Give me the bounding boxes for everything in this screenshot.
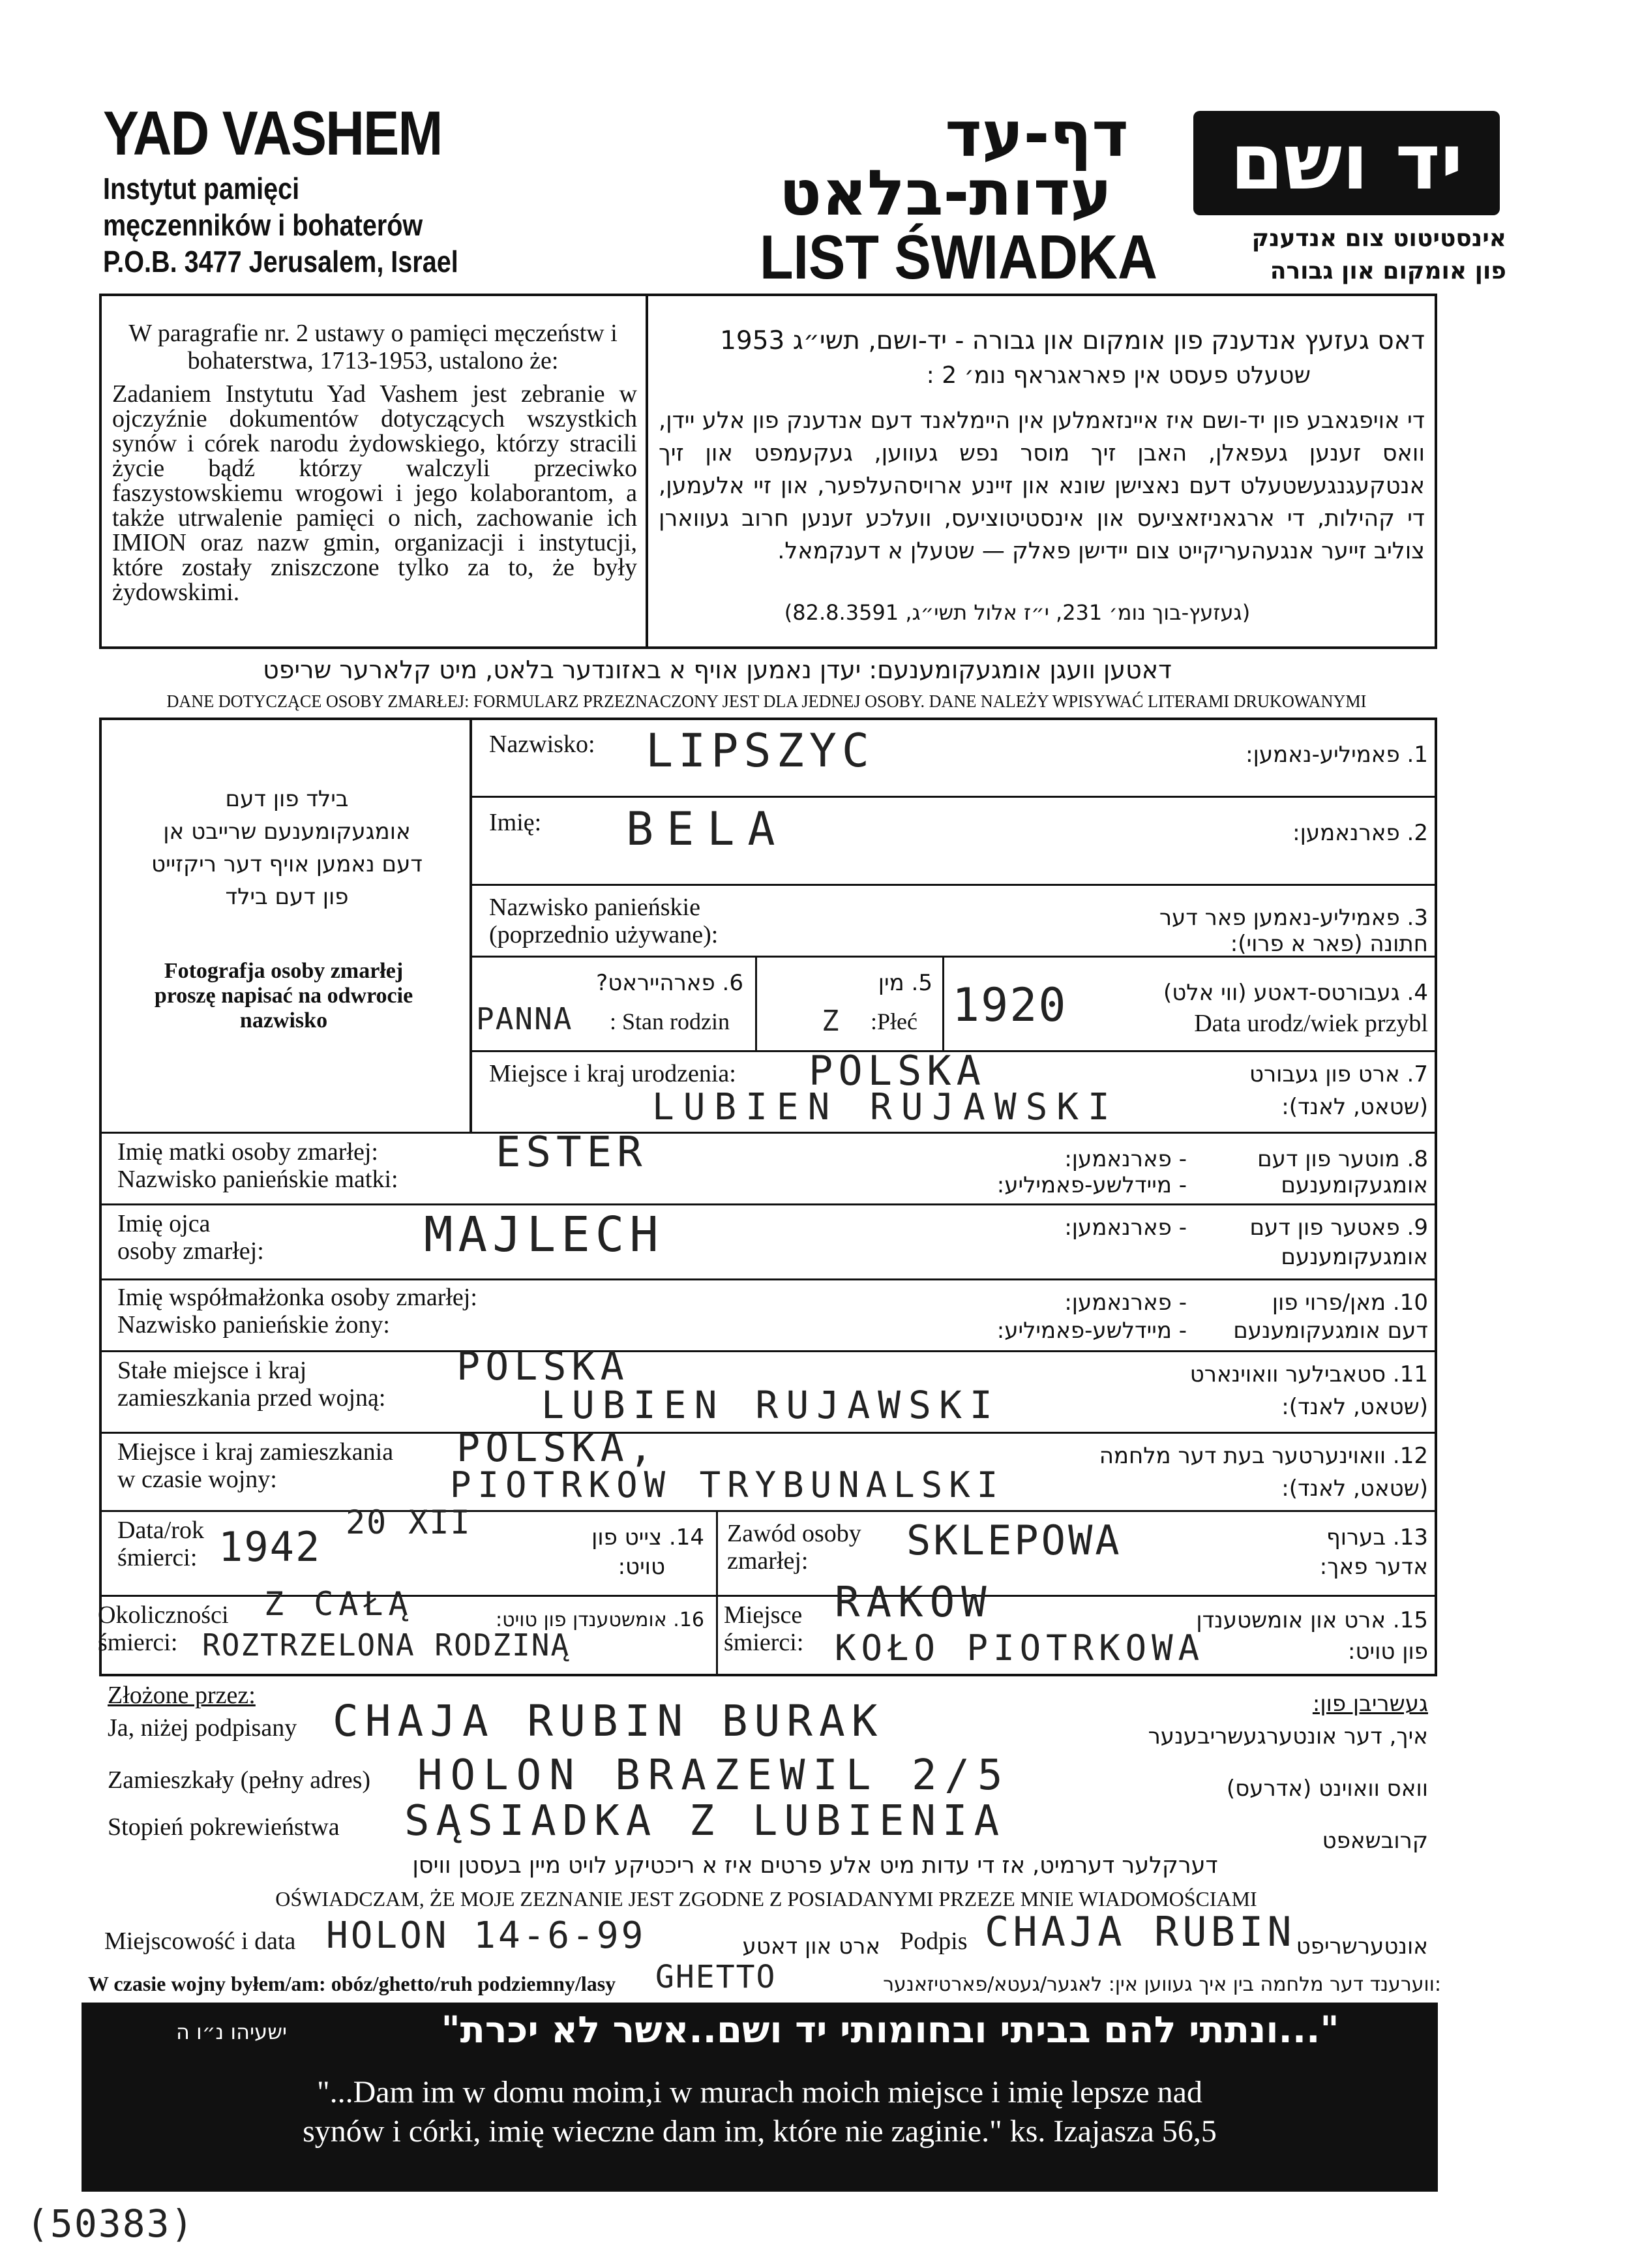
maiden-name-label: Nazwisko panieńskie (poprzednio używane): <box>489 894 719 948</box>
relation-label-yiddish: קרובשאפט <box>1322 1828 1428 1854</box>
intro-yiddish-heading-2: שטעלט פעסט אין פאראגראף נומ׳ 2 : <box>926 362 1311 389</box>
signature-label-yiddish: אונטערשריפט <box>1296 1933 1428 1959</box>
wartime-residence-label-yiddish-2: (שטאט, לאנד): <box>1281 1475 1428 1502</box>
marital-status-label-yiddish: 6. פארהייראט? <box>596 970 743 996</box>
mother-name-label: Imię matki osoby zmarłej: <box>117 1138 378 1166</box>
instructions-yiddish: דאטען וועגן אומגעקומענעם: יעדן נאמען אויף א באזונדער בלאט, מיט קלארער שריפט <box>263 656 1172 684</box>
mother-section-yiddish-1: 8. מוטער פון דעם <box>1257 1146 1428 1172</box>
birth-date-value[interactable]: 1920 <box>952 978 1067 1032</box>
mother-maiden-label: Nazwisko panieńskie matki: <box>117 1166 398 1193</box>
wartime-status-label: W czasie wojny byłem/am: obóz/ghetto/ruh podziemny/lasy <box>88 1972 616 1995</box>
death-place-label-2: śmierci: <box>724 1629 804 1656</box>
signature-label: Podpis <box>900 1928 968 1955</box>
death-circumstances-label-2: śmierci: <box>98 1629 178 1656</box>
father-name-label-1: Imię ojca <box>117 1210 211 1237</box>
wartime-residence-label-2: w czasie wojny: <box>117 1466 277 1493</box>
place-date-label-yiddish: ארט און דאטע <box>742 1933 880 1959</box>
occupation-label-yiddish-2: אדער פאך: <box>1319 1554 1428 1580</box>
surname-label-yiddish: 1. פאמיליע-נאמען: <box>1245 742 1428 768</box>
signer-label-yiddish: איך, דער אונטערגעשריבענער <box>1148 1723 1428 1749</box>
spouse-name-label-yiddish: - פארנאמען: <box>1064 1290 1187 1316</box>
death-date-label-yiddish-2: טויט: <box>618 1554 665 1580</box>
prewar-residence-label-yiddish-1: 11. סטאבילער וואוינארט <box>1189 1361 1428 1387</box>
instructions-polish: DANE DOTYCZĄCE OSOBY ZMARŁEJ: FORMULARZ PRZEZNACZONY JEST DLA JEDNEJ OSOBY. DANE NALEŻY WPISYWAĆ LITERAMI DRUKOWANYMI <box>166 691 1367 711</box>
death-date-value-2[interactable]: 20 XII <box>346 1504 471 1541</box>
signer-value[interactable]: CHAJA RUBIN BURAK <box>333 1696 884 1746</box>
org-address: P.O.B. 3477 Jerusalem, Israel <box>103 245 458 279</box>
sex-label-yiddish: 5. מין <box>878 970 932 996</box>
submitted-by-label: Złożone przez: <box>108 1682 256 1709</box>
birth-date-label: Data urodz/wiek przybl <box>1194 1010 1428 1037</box>
birthplace-value-1[interactable]: POLSKA <box>809 1047 986 1095</box>
marital-status-label: : Stan rodzin <box>610 1008 730 1035</box>
prewar-residence-value-2[interactable]: LUBIEN RUJAWSKI <box>541 1383 1000 1427</box>
occupation-label-2: zmarłej: <box>727 1547 809 1575</box>
death-date-label-2: śmierci: <box>117 1544 198 1571</box>
intro-yiddish-heading-1: דאס געזעץ אנדענק פון אומקום און גבורה - יד-ושם, תשי״ג 1953 <box>720 326 1425 355</box>
address-value[interactable]: HOLON BRAZEWIL 2/5 <box>417 1751 1011 1800</box>
death-date-label-1: Data/rok <box>117 1517 204 1544</box>
title-yiddish-2: עדות-בלאט <box>779 157 1112 230</box>
father-name-label-2: osoby zmarłej: <box>117 1237 264 1265</box>
occupation-label-1: Zawód osoby <box>727 1520 861 1547</box>
archive-number: (50383) <box>26 2201 195 2246</box>
wartime-residence-label-1: Miejsce i kraj zamieszkania <box>117 1438 394 1466</box>
footer-quote-polish-1: "...Dam im w domu moim,i w murach moich miejsce i imię lepsze nad <box>317 2075 1202 2109</box>
death-place-label-yiddish-1: 15. ארט און אומשטענדן <box>1196 1607 1428 1633</box>
org-name: YAD VASHEM <box>103 98 442 168</box>
relation-label: Stopień pokrewieństwa <box>108 1813 340 1841</box>
mother-name-label-yiddish: - פארנאמען: <box>1064 1146 1187 1172</box>
wartime-residence-value-2[interactable]: PIOTRKOW TRYBUNALSKI <box>450 1464 1005 1505</box>
death-circumstances-label-yiddish: 16. אומשטענדן פון טויט: <box>496 1609 704 1631</box>
org-line-1: Instytut pamięci <box>103 172 300 205</box>
death-circumstances-value-2[interactable]: ROZTRZELONA RODZINĄ <box>202 1627 571 1663</box>
father-section-yiddish-2: אומגעקומענעם <box>1281 1244 1428 1270</box>
photo-box-polish: Fotografja osoby zmarłej proszę napisać na odwrocie nazwisko <box>154 959 413 1033</box>
address-label-yiddish: וואס וואוינט (אדרעס) <box>1226 1776 1428 1802</box>
wartime-residence-label-yiddish-1: 12. וואוינערטער בעת דער מלחמה <box>1099 1443 1428 1469</box>
signature-value[interactable]: CHAJA RUBIN <box>985 1908 1296 1956</box>
sex-value[interactable]: Z <box>822 1005 844 1038</box>
footer-quote-hebrew: "...ונתתי להם בביתי ובחומותי יד ושם..אשר לא יכרת" <box>441 2009 1339 2051</box>
marital-status-value[interactable]: PANNA <box>476 1001 573 1036</box>
title-yiddish-1: דף-עד <box>945 98 1129 171</box>
death-circumstances-label-1: Okoliczności <box>98 1601 229 1629</box>
mother-section-yiddish-2: אומגעקומענעם <box>1281 1172 1428 1198</box>
spouse-maiden-label-yiddish: - מיידלשע-פאמיליע: <box>996 1318 1187 1344</box>
surname-label: Nazwisko: <box>489 731 595 758</box>
birthplace-value-2[interactable]: LUBIEN RUJAWSKI <box>652 1086 1119 1128</box>
prewar-residence-label-2: zamieszkania przed wojną: <box>117 1384 386 1412</box>
surname-value[interactable]: LIPSZYC <box>646 724 875 778</box>
prewar-residence-label-1: Stałe miejsce i kraj <box>117 1357 307 1384</box>
logo-subtitle-2: פון אומקום און גבורה <box>1270 258 1506 284</box>
photo-box-yiddish: בילד פון דעם אומגעקומענעם שרייבט אן דעם נאמען אויף דער ריקזייט פון דעם בילד <box>151 786 423 910</box>
spouse-maiden-label: Nazwisko panieńskie żony: <box>117 1311 390 1338</box>
intro-yiddish-body: די אויפגאבע פון יד-ושם איז איינזאמלען אין היימלאנד דעם אנדענק פון אלע יידן, וואס זענען געפאלן, האבן זיך מוסר נפש געווען, געקעמפט און זיך אנטקעגנגעשטעלט דעם נאצישן שונא און זיינע ארויסהעלפער, און זיי אלעמען, די קהילות, די ארגאניזאציעס און אינסטיטוציעס, וועלכע זענען חרוב געווארן צוליב זייער אנגעהעריקייט צום יידישן פאלק — שטעלן א דענקמאל. <box>659 408 1425 564</box>
footer-quote-hebrew-ref: ישעיהו נ״ו ה <box>175 2019 288 2044</box>
address-label: Zamieszkały (pełny adres) <box>108 1766 371 1794</box>
org-line-2: męczenników i bohaterów <box>103 208 423 242</box>
title-polish: LIST ŚWIADKA <box>759 222 1158 292</box>
maiden-name-label-yiddish-1: 3. פאמיליע-נאמען פאר דער <box>1159 905 1428 931</box>
occupation-label-yiddish-1: 13. בערוף <box>1326 1524 1428 1550</box>
maiden-name-label-yiddish-2: חתונה (פאר א פרוי): <box>1230 931 1428 957</box>
occupation-value[interactable]: SKLEPOWA <box>906 1517 1122 1564</box>
yad-vashem-logo <box>1193 111 1500 215</box>
birthplace-label-yiddish-2: (שטאט, לאנד): <box>1281 1094 1428 1120</box>
spouse-section-yiddish-2: דעם אומגעקומענעם <box>1233 1318 1428 1344</box>
declaration-yiddish: דערקלער דערמיט, אז די עדות מיט אלע פרטים איז א ריכטיקע לויט מיין בעסטן וויסן <box>412 1852 1218 1879</box>
mother-maiden-label-yiddish: - מיידלשע-פאמיליע: <box>996 1172 1187 1198</box>
mother-name-value[interactable]: ESTER <box>496 1128 648 1177</box>
first-name-value[interactable]: BELA <box>626 802 788 856</box>
spouse-name-label: Imię współmałżonka osoby zmarłej: <box>117 1284 477 1311</box>
prewar-residence-label-yiddish-2: (שטאט, לאנד): <box>1281 1394 1428 1420</box>
footer-quote-polish-2: synów i córki, imię wieczne dam im, które nie zaginie." ks. Izajasza 56,5 <box>303 2114 1217 2149</box>
first-name-label: Imię: <box>489 809 542 836</box>
footer-quote-box <box>82 2003 1438 2192</box>
logo-subtitle-1: אינסטיטוט צום אנדענק <box>1251 225 1506 252</box>
prewar-residence-value-1[interactable]: POLSKA <box>456 1344 629 1389</box>
signer-label: Ja, niżej podpisany <box>108 1714 297 1742</box>
death-place-value-1[interactable]: RAKOW <box>835 1579 993 1627</box>
submitted-by-label-yiddish: געשריבן פון: <box>1312 1691 1428 1717</box>
relation-value[interactable]: SĄSIADKA Z LUBIENIA <box>404 1797 1006 1845</box>
wartime-status-value[interactable]: GHETTO <box>655 1959 777 1995</box>
death-place-value-2[interactable]: KOŁO PIOTRKOWA <box>835 1627 1205 1669</box>
birthplace-label: Miejsce i kraj urodzenia: <box>489 1060 736 1087</box>
intro-polish-heading: W paragrafie nr. 2 ustawy o pamięci męczeństw i bohaterstwa, 1713-1953, ustalono że: <box>128 320 618 374</box>
sex-label: :Płeć <box>871 1008 917 1035</box>
death-place-label-1: Miejsce <box>724 1601 803 1629</box>
father-name-value[interactable]: MAJLECH <box>424 1207 664 1263</box>
father-name-label-yiddish: - פארנאמען: <box>1064 1215 1187 1241</box>
wartime-status-label-yiddish: :ווערענד דער מלחמה בין איך געווען אין: לאגער/געטא/פארטיזאנער <box>883 1973 1441 1996</box>
intro-polish-body: Zadaniem Instytutu Yad Vashem jest zebranie w ojczyźnie dokumentów dotyczących wszystkich synów i córek narodu żydowskiego, którzy stracili życie bądź którzy walczyli przeciwko faszystowskiemu wrogowi i jego kolaborantom, a także utrwalenie pamięci o nich, zachowanie ich IMION oraz nazw gmin, organizacji i instytucji, które zostały zniszczone tylko za to, że były żydowskimi. <box>112 380 637 606</box>
place-date-value[interactable]: HOLON 14-6-99 <box>326 1914 646 1957</box>
intro-yiddish-reference: (געזעץ-בוך נומ׳ 231, י״ז אלול תשי״ג, 82.8.3591) <box>784 600 1251 625</box>
place-date-label: Miejscowość i data <box>104 1928 296 1955</box>
wartime-residence-value-1[interactable]: POLSKA, <box>456 1425 658 1471</box>
birthplace-label-yiddish-1: 7. ארט פון געבורט <box>1249 1061 1428 1087</box>
death-circumstances-value-1[interactable]: Z CAŁĄ <box>264 1585 413 1623</box>
birth-date-label-yiddish: 4. געבורטס-דאטע (ווי אלט) <box>1163 980 1428 1006</box>
death-place-label-yiddish-2: פון טויט: <box>1348 1639 1428 1665</box>
death-date-value-1[interactable]: 1942 <box>218 1523 321 1571</box>
first-name-label-yiddish: 2. פארנאמען: <box>1292 820 1428 846</box>
father-section-yiddish-1: 9. פאטער פון דעם <box>1249 1215 1428 1241</box>
declaration-polish: OŚWIADCZAM, ŻE MOJE ZEZNANIE JEST ZGODNE Z POSIADANYMI PRZEZE MNIE WIADOMOŚCIAMI <box>275 1887 1257 1911</box>
spouse-section-yiddish-1: 10. מאן/פרוי פון <box>1272 1290 1428 1316</box>
death-date-label-yiddish-1: 14. צייט פון <box>591 1524 704 1550</box>
logo-text: יד ושם <box>1230 117 1463 207</box>
